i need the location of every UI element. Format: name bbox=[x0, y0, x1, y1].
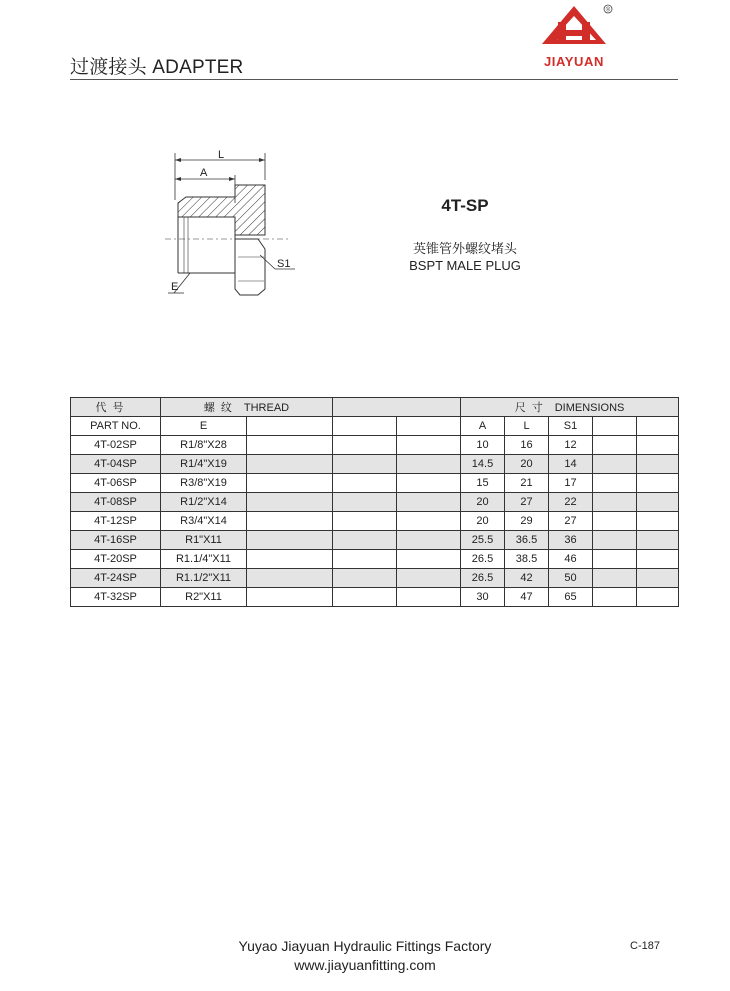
table-row bbox=[71, 588, 679, 607]
cell-l: 21 bbox=[505, 474, 549, 493]
cell-part-no: 4T-16SP bbox=[71, 531, 161, 550]
cell-part-no: 4T-12SP bbox=[71, 512, 161, 531]
registered-mark: ® bbox=[605, 7, 611, 14]
cell-blank bbox=[593, 531, 637, 550]
header-divider bbox=[70, 79, 678, 80]
group-thread-header: 螺纹 THREAD bbox=[161, 398, 333, 417]
dim-label-e: E bbox=[171, 281, 179, 293]
cell-blank bbox=[247, 512, 333, 531]
cell-thread: R1/2"X14 bbox=[161, 493, 247, 512]
cell-part-no: 4T-08SP bbox=[71, 493, 161, 512]
col-blank-header bbox=[637, 417, 679, 436]
cell-blank bbox=[333, 436, 397, 455]
cell-l: 16 bbox=[505, 436, 549, 455]
cell-a: 15 bbox=[461, 474, 505, 493]
cell-blank bbox=[397, 493, 461, 512]
cell-part-no: 4T-06SP bbox=[71, 474, 161, 493]
cell-s1: 14 bbox=[549, 455, 593, 474]
table-row bbox=[71, 493, 679, 512]
cell-blank bbox=[637, 455, 679, 474]
cell-l: 36.5 bbox=[505, 531, 549, 550]
cell-blank bbox=[593, 512, 637, 531]
cell-blank bbox=[593, 569, 637, 588]
cell-part-no: 4T-02SP bbox=[71, 436, 161, 455]
cell-l: 38.5 bbox=[505, 550, 549, 569]
cell-s1: 17 bbox=[549, 474, 593, 493]
cell-blank bbox=[247, 588, 333, 607]
cell-a: 20 bbox=[461, 493, 505, 512]
cell-blank bbox=[637, 531, 679, 550]
group-part-header: 代号 bbox=[71, 398, 161, 417]
cell-s1: 27 bbox=[549, 512, 593, 531]
group-dim-header: 尺寸 DIMENSIONS bbox=[461, 398, 679, 417]
cell-s1: 65 bbox=[549, 588, 593, 607]
col-l-header: L bbox=[505, 417, 549, 436]
cell-blank bbox=[593, 455, 637, 474]
cell-blank bbox=[247, 493, 333, 512]
cell-blank bbox=[333, 474, 397, 493]
cell-a: 10 bbox=[461, 436, 505, 455]
cell-l: 27 bbox=[505, 493, 549, 512]
cell-blank bbox=[397, 474, 461, 493]
cell-thread: R3/8"X19 bbox=[161, 474, 247, 493]
table-row bbox=[71, 512, 679, 531]
product-code: 4T-SP bbox=[441, 196, 489, 215]
cell-blank bbox=[637, 588, 679, 607]
col-part-header: PART NO. bbox=[71, 417, 161, 436]
cell-s1: 22 bbox=[549, 493, 593, 512]
cell-blank bbox=[397, 455, 461, 474]
cell-l: 20 bbox=[505, 455, 549, 474]
page-title: 过渡接头 ADAPTER bbox=[70, 57, 244, 78]
cell-blank bbox=[397, 569, 461, 588]
table-row bbox=[71, 569, 679, 588]
dimensions-table bbox=[70, 397, 679, 607]
page-number: C-187 bbox=[630, 940, 660, 952]
cell-blank bbox=[637, 569, 679, 588]
cell-part-no: 4T-24SP bbox=[71, 569, 161, 588]
cell-a: 30 bbox=[461, 588, 505, 607]
cell-blank bbox=[397, 531, 461, 550]
cell-blank bbox=[397, 588, 461, 607]
cell-blank bbox=[247, 474, 333, 493]
cell-blank bbox=[397, 550, 461, 569]
cell-blank bbox=[333, 455, 397, 474]
cell-s1: 46 bbox=[549, 550, 593, 569]
cell-blank bbox=[333, 588, 397, 607]
col-blank-header bbox=[397, 417, 461, 436]
cell-part-no: 4T-04SP bbox=[71, 455, 161, 474]
col-a-header: A bbox=[461, 417, 505, 436]
footer-url: www.jiayuanfitting.com bbox=[294, 957, 436, 973]
cell-s1: 12 bbox=[549, 436, 593, 455]
cell-thread: R2"X11 bbox=[161, 588, 247, 607]
cell-s1: 50 bbox=[549, 569, 593, 588]
cell-blank bbox=[247, 550, 333, 569]
cell-blank bbox=[247, 455, 333, 474]
col-e-header: E bbox=[161, 417, 247, 436]
cell-blank bbox=[637, 436, 679, 455]
col-blank-header bbox=[593, 417, 637, 436]
dim-label-l: L bbox=[218, 149, 225, 161]
table-row bbox=[71, 531, 679, 550]
col-blank-header bbox=[333, 417, 397, 436]
cell-thread: R3/4"X14 bbox=[161, 512, 247, 531]
cell-blank bbox=[397, 436, 461, 455]
cell-l: 29 bbox=[505, 512, 549, 531]
cell-blank bbox=[593, 588, 637, 607]
cell-blank bbox=[637, 550, 679, 569]
cell-part-no: 4T-32SP bbox=[71, 588, 161, 607]
cell-a: 20 bbox=[461, 512, 505, 531]
cell-l: 47 bbox=[505, 588, 549, 607]
cell-l: 42 bbox=[505, 569, 549, 588]
cell-a: 14.5 bbox=[461, 455, 505, 474]
cell-blank bbox=[247, 531, 333, 550]
cell-thread: R1.1/2"X11 bbox=[161, 569, 247, 588]
cell-blank bbox=[333, 512, 397, 531]
table-column-header bbox=[71, 417, 679, 436]
cell-blank bbox=[593, 436, 637, 455]
cell-thread: R1.1/4"X11 bbox=[161, 550, 247, 569]
cell-blank bbox=[593, 550, 637, 569]
cell-s1: 36 bbox=[549, 531, 593, 550]
cell-blank bbox=[333, 531, 397, 550]
cell-blank bbox=[333, 569, 397, 588]
cell-blank bbox=[247, 436, 333, 455]
cell-blank bbox=[637, 474, 679, 493]
logo-wordmark: JIAYUAN bbox=[543, 54, 605, 69]
cell-thread: R1/8"X28 bbox=[161, 436, 247, 455]
cell-blank bbox=[397, 512, 461, 531]
cell-a: 26.5 bbox=[461, 569, 505, 588]
table-row bbox=[71, 474, 679, 493]
cell-blank bbox=[637, 493, 679, 512]
table-row bbox=[71, 436, 679, 455]
dim-label-a: A bbox=[200, 167, 208, 179]
group-blank-header bbox=[333, 398, 461, 417]
cell-blank bbox=[593, 474, 637, 493]
plug-drawing bbox=[160, 145, 310, 305]
table-row bbox=[71, 550, 679, 569]
cell-blank bbox=[247, 569, 333, 588]
footer-company: Yuyao Jiayuan Hydraulic Fittings Factory bbox=[238, 938, 492, 954]
col-s1-header: S1 bbox=[549, 417, 593, 436]
cell-a: 26.5 bbox=[461, 550, 505, 569]
cell-thread: R1/4"X19 bbox=[161, 455, 247, 474]
dim-label-s1: S1 bbox=[277, 258, 291, 270]
table-group-header bbox=[71, 398, 679, 417]
cell-a: 25.5 bbox=[461, 531, 505, 550]
table-row bbox=[71, 455, 679, 474]
cell-blank bbox=[637, 512, 679, 531]
cell-blank bbox=[333, 550, 397, 569]
cell-thread: R1"X11 bbox=[161, 531, 247, 550]
cell-blank bbox=[333, 493, 397, 512]
cell-blank bbox=[593, 493, 637, 512]
product-name-en: BSPT MALE PLUG bbox=[409, 258, 521, 273]
col-blank-header bbox=[247, 417, 333, 436]
product-name-cn: 英锥管外螺纹堵头 bbox=[412, 241, 517, 256]
cell-part-no: 4T-20SP bbox=[71, 550, 161, 569]
